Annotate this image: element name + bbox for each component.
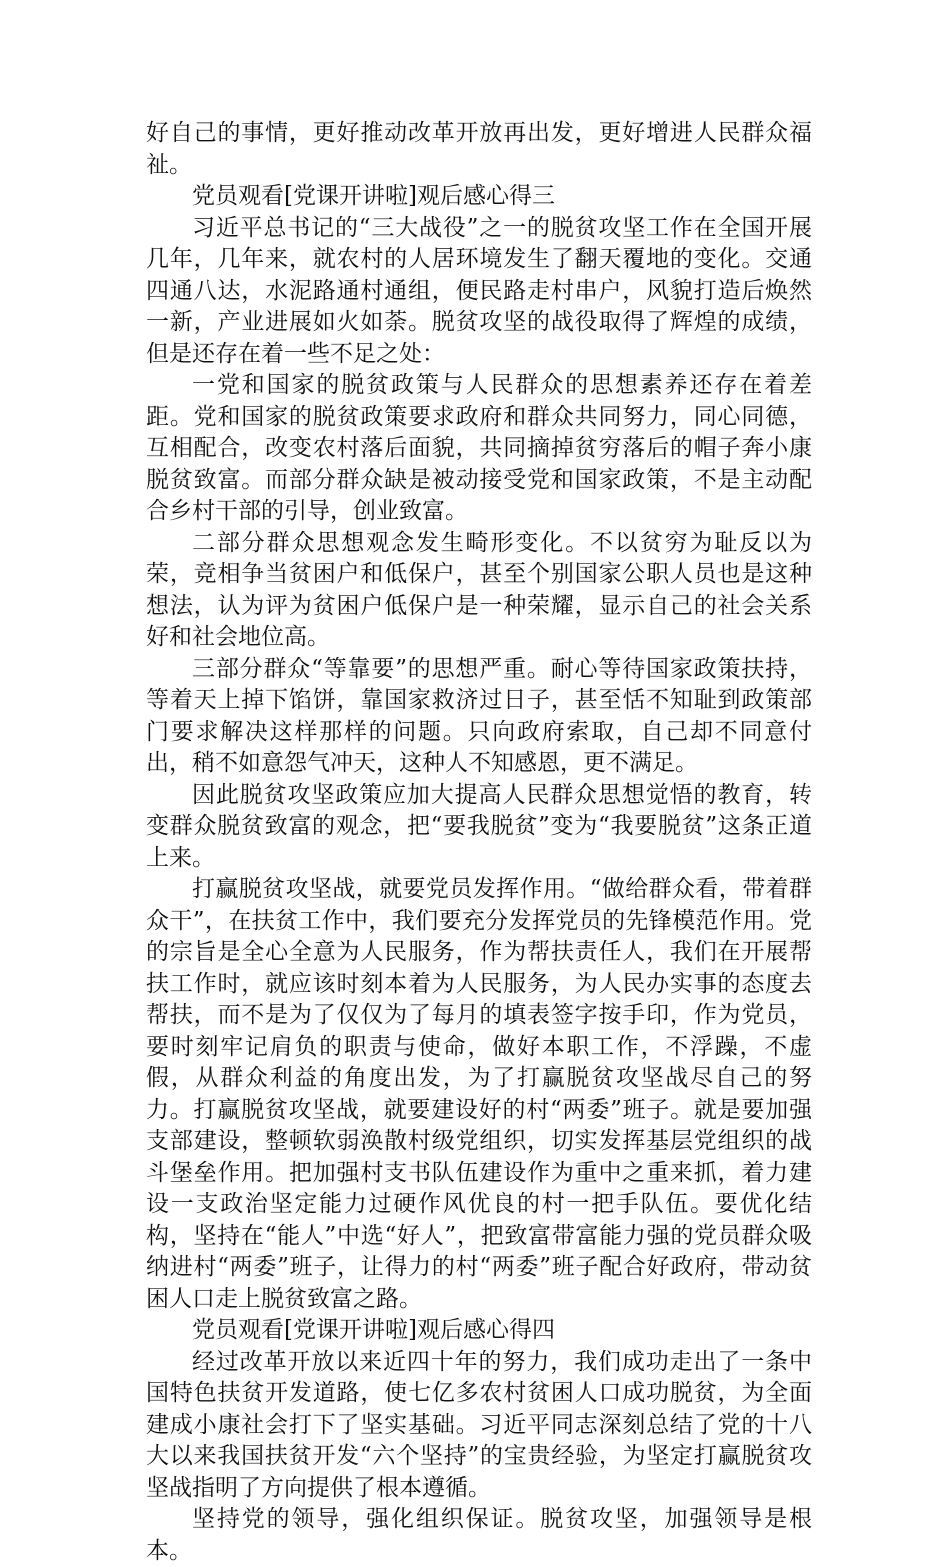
body-paragraph: 三部分群众“等靠要”的思想严重。耐心等待国家政策扶持，等着天上掉下馅饼，靠国家救济过日子，甚至恬不知耻到政策部门要求解决这样那样的问题。只向政府索取，自己却不同意付出，稍不如意怨气冲天，这种人不知感恩，更不满足。: [146, 655, 812, 776]
body-paragraph: 经过改革开放以来近四十年的努力，我们成功走出了一条中国特色扶贫开发道路，使七亿多农村贫困人口成功脱贫，为全面建成小康社会打下了坚实基础。习近平同志深刻总结了党的十八大以来我国扶贫开发“六个坚持”的宝贵经验，为坚定打赢脱贫攻坚战指明了方向提供了根本遵循。: [146, 1348, 812, 1501]
continuation-paragraph: 好自己的事情，更好推动改革开放再出发，更好增进人民群众福祉。: [146, 120, 812, 178]
section-heading-three: 党员观看[党课开讲啦]观后感心得三: [192, 183, 555, 209]
body-paragraph: 坚持党的领导，强化组织保证。脱贫攻坚，加强领导是根本。: [146, 1506, 812, 1564]
document-body: [146, 118, 812, 1567]
body-paragraph: 二部分群众思想观念发生畸形变化。不以贫穷为耻反以为荣，竞相争当贫困户和低保户，甚至个别国家公职人员也是这种想法，认为评为贫困户低保户是一种荣耀，显示自己的社会关系好和社会地位高。: [146, 529, 812, 650]
body-paragraph: 一党和国家的脱贫政策与人民群众的思想素养还存在着差距。党和国家的脱贫政策要求政府和群众共同努力，同心同德，互相配合，改变农村落后面貌，共同摘掉贫穷落后的帽子奔小康脱贫致富。而部分群众缺是被动接受党和国家政策，不是主动配合乡村干部的引导，创业致富。: [146, 372, 812, 524]
body-paragraph: 打赢脱贫攻坚战，就要党员发挥作用。“做给群众看，带着群众干”，在扶贫工作中，我们要充分发挥党员的先锋模范作用。党的宗旨是全心全意为人民服务，作为帮扶责任人，我们在开展帮扶工作时，就应该时刻本着为人民服务，为人民办实事的态度去帮扶，而不是为了仅仅为了每月的填表签字按手印，作为党员，要时刻牢记肩负的职责与使命，做好本职工作，不浮躁，不虚假，从群众利益的角度出发，为了打赢脱贫攻坚战尽自己的努力。打赢脱贫攻坚战，就要建设好的村“两委”班子。就是要加强支部建设，整顿软弱涣散村级党组织，切实发挥基层党组织的战斗堡垒作用。把加强村支书队伍建设作为重中之重来抓，着力建设一支政治坚定能力过硬作风优良的村一把手队伍。要优化结构，坚持在“能人”中选“好人”，把致富带富能力强的党员群众吸纳进村“两委”班子，让得力的村“两委”班子配合好政府，带动贫困人口走上脱贫致富之路。: [146, 876, 812, 1312]
section-heading-four: 党员观看[党课开讲啦]观后感心得四: [192, 1317, 555, 1343]
body-paragraph: 因此脱贫攻坚政策应加大提高人民群众思想觉悟的教育，转变群众脱贫致富的观念，把“要我脱贫”变为“我要脱贫”这条正道上来。: [146, 781, 812, 871]
body-paragraph: 习近平总书记的“三大战役”之一的脱贫攻坚工作在全国开展几年，几年来，就农村的人居环境发生了翻天覆地的变化。交通四通八达，水泥路通村通组，便民路走村串户，风貌打造后焕然一新，产业进展如火如荼。脱贫攻坚的战役取得了辉煌的成绩，但是还存在着一些不足之处：: [146, 214, 812, 367]
